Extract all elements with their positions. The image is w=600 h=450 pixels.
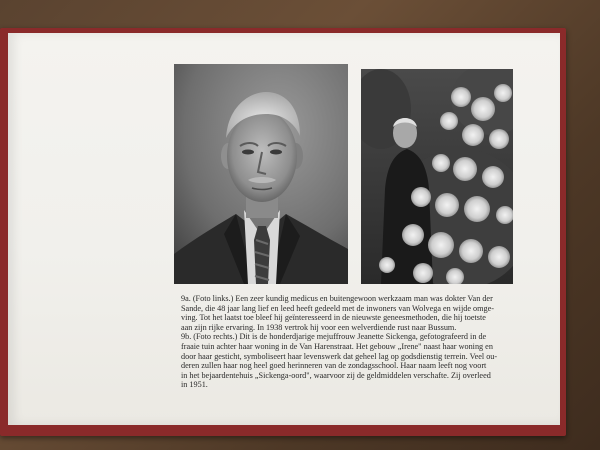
caption-line-10: in 1951. bbox=[181, 380, 208, 390]
caption-line-1: 9a. (Foto links.) Een zeer kundig medicus en buitengewoon werkzaam man was dokter Van der bbox=[181, 294, 493, 303]
caption-line-6: fraaie tuin achter haar woning in de Van Harenstraat. Het gebouw „Irene" naast haar woning en bbox=[181, 341, 493, 351]
photo-caption bbox=[181, 294, 513, 390]
photo-portrait-doctor bbox=[174, 64, 348, 284]
caption-line-3: ving. Tot het laatst toe bleef hij geïnteresseerd in de nieuwste geneesmethoden, die hij toetste bbox=[181, 313, 486, 323]
caption-line-9: in het bejaardentehuis „Sickenga-oord", waarvoor zij de geldmiddelen verschafte. Zij overleed bbox=[181, 370, 491, 380]
caption-line-2: Sande, die 48 jaar lang lief en leed heeft gedeeld met de inwoners van Wolvega en wijde omge- bbox=[181, 303, 494, 313]
caption-line-4: aan zijn rijke ervaring. In 1938 vertrok hij voor een welverdiende rust naar Bussum. bbox=[181, 322, 457, 332]
photo-woman-garden bbox=[361, 69, 513, 284]
caption-line-8: deren zullen haar nog heel goed herinneren van de zondagsschool. Haar naam leeft nog voort bbox=[181, 361, 487, 371]
caption-line-7: door haar gesticht, symboliseert haar levenswerk dat geheel lag op godsdienstig terrein. Veel ou- bbox=[181, 351, 498, 361]
caption-line-5: 9b. (Foto rechts.) Dit is de honderdjarige mejuffrouw Jeanette Sickenga, gefotografeerd in de bbox=[181, 332, 487, 342]
